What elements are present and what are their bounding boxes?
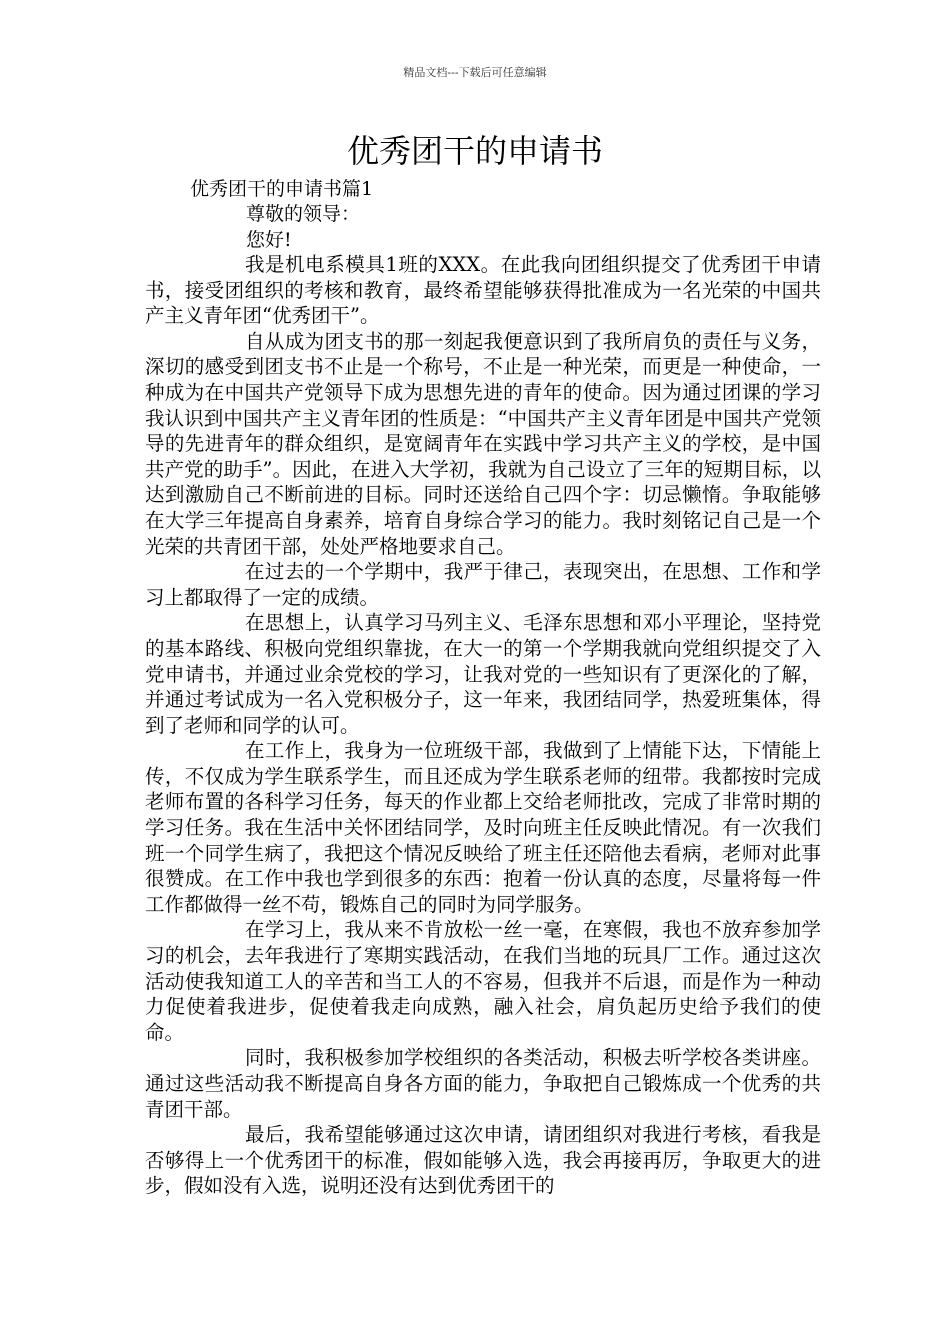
- paragraph: 在思想上，认真学习马列主义、毛泽东思想和邓小平理论，坚持党的基本路线、积极向党组织靠拢，在大一的第一个学期我就向党组织提交了入党申请书，并通过业余党校的学习，让我对党的一些知识有了更深化的了解，并通过考试成为一名入党积极分子，这一年来，我团结同学，热爱班集体，得到了老师和同学的认可。: [145, 611, 821, 737]
- salutation: 尊敬的领导：: [246, 203, 361, 225]
- greeting: 您好!: [246, 229, 292, 251]
- header-note: 精品文档---下载后可任意编辑: [403, 66, 547, 79]
- paragraph: 在过去的一个学期中，我严于律己，表现突出，在思想、工作和学习上都取得了一定的成绩。: [145, 560, 821, 609]
- paragraph: 在工作上，我身为一位班级干部，我做到了上情能下达，下情能上传，不仅成为学生联系学生，而且还成为学生联系老师的纽带。我都按时完成老师布置的各科学习任务，每天的作业都上交给老师批改，完成了非常时期的学习任务。我在生活中关怀团结同学，及时向班主任反映此情况。有一次我们班一个同学生病了，我把这个情况反映给了班主任还陪他去看病，老师对此事很赞成。在工作中我也学到很多的东西：抱着一份认真的态度，尽量将每一件工作都做得一丝不苟，锻炼自己的同时为同学服务。: [145, 739, 821, 916]
- paragraph: 最后，我希望能够通过这次申请，请团组织对我进行考核，看我是否够得上一个优秀团干的标准，假如能够入选，我会再接再厉，争取更大的进步，假如没有入选，说明还没有达到优秀团干的: [145, 1123, 821, 1198]
- page-title: 优秀团干的申请书: [346, 132, 603, 170]
- letter-body: [145, 252, 821, 1199]
- paragraph: 自从成为团支书的那一刻起我便意识到了我所肩负的责任与义务，深切的感受到团支书不止是一个称号，不止是一种光荣，而更是一种使命，一种成为在中国共产党领导下成为思想先进的青年的使命。因为通过团课的学习我认识到中国共产主义青年团的性质是：“中国共产主义青年团是中国共产党领导的先进青年的群众组织，是宽阔青年在实践中学习共产主义的学校，是中国共产党的助手”。因此，在进入大学初，我就为自己设立了三年的短期目标，以达到激励自己不断前进的目标。同时还送给自己四个字：切忌懒惰。争取能够在大学三年提高自身素养，培育自身综合学习的能力。我时刻铭记自己是一个光荣的共青团干部，处处严格地要求自己。: [145, 329, 821, 558]
- paragraph: 在学习上，我从来不肯放松一丝一毫，在寒假，我也不放弃参加学习的机会，去年我进行了寒期实践活动，在我们当地的玩具厂工作。通过这次活动使我知道工人的辛苦和当工人的不容易，但我并不后退，而是作为一种动力促使着我进步，促使着我走向成熟，融入社会，肩负起历史给予我们的使命。: [145, 918, 821, 1044]
- paragraph: 我是机电系模具1班的XXX。在此我向团组织提交了优秀团干申请书，接受团组织的考核和教育，最终希望能够获得批准成为一名光荣的中国共产主义青年团“优秀团干”。: [145, 253, 821, 328]
- paragraph: 同时，我积极参加学校组织的各类活动，积极去听学校各类讲座。通过这些活动我不断提高自身各方面的能力，争取把自己锻炼成一个优秀的共青团干部。: [145, 1046, 821, 1121]
- section-subtitle: 优秀团干的申请书篇1: [190, 178, 374, 200]
